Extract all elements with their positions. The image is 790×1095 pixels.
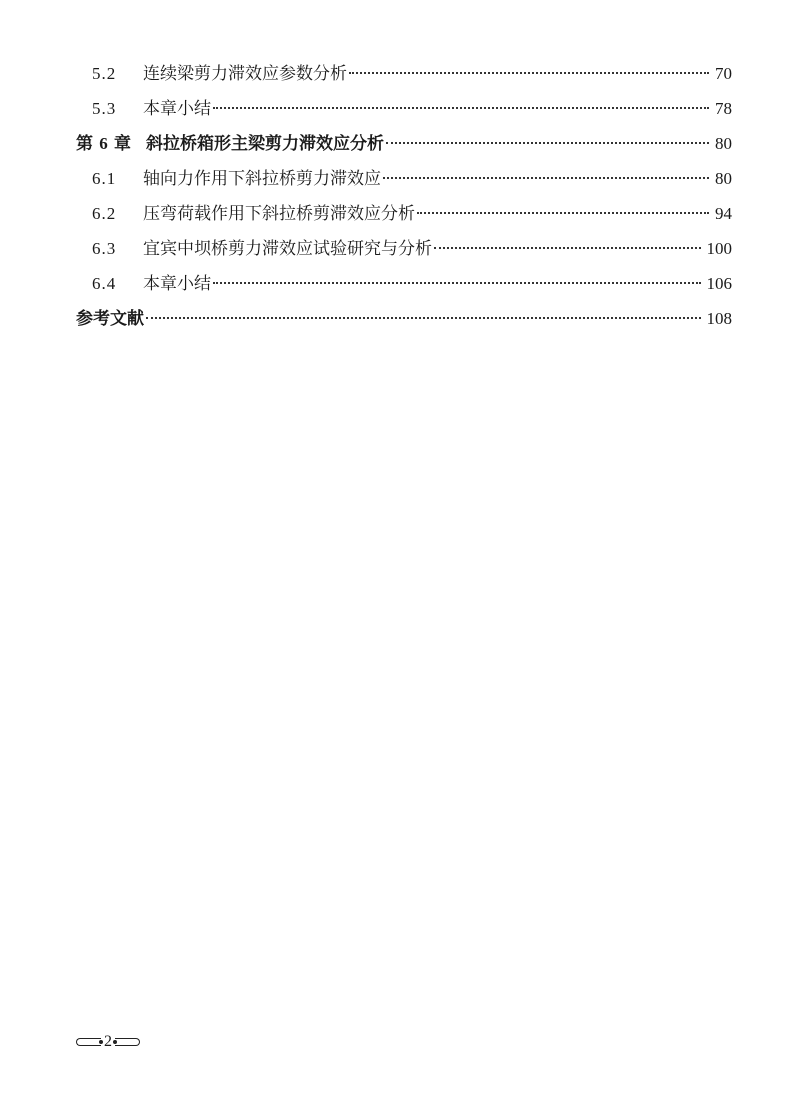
toc-chapter-entry[interactable] (76, 126, 732, 161)
toc-entry[interactable] (76, 56, 732, 91)
page-footer (76, 1033, 140, 1051)
toc-entry[interactable] (76, 231, 732, 266)
dot-leader (213, 107, 709, 109)
dot-leader (383, 177, 709, 179)
scroll-ornament-right-icon (115, 1038, 140, 1046)
toc-entry-page: 94 (715, 204, 732, 223)
toc-entry-number: 6.3 (92, 239, 117, 258)
toc-references-title: 参考文献 (76, 309, 144, 329)
toc-entry-title: 宜宾中坝桥剪力滞效应试验研究与分析 (143, 239, 432, 259)
dot-leader (434, 247, 701, 249)
dot-leader (417, 212, 709, 214)
toc-entry-title: 压弯荷载作用下斜拉桥剪滞效应分析 (143, 204, 415, 224)
toc-entry[interactable] (76, 266, 732, 301)
dot-leader (349, 72, 709, 74)
toc-entry-number: 6.2 (92, 204, 117, 223)
toc-entry-number: 6.1 (92, 169, 117, 188)
toc-entry-title: 本章小结 (143, 99, 211, 119)
toc-entry-title: 本章小结 (143, 274, 211, 294)
toc-references-entry[interactable] (76, 301, 732, 336)
toc-entry-page: 108 (706, 309, 732, 328)
toc-entry[interactable] (76, 91, 732, 126)
toc-entry-page: 80 (715, 134, 732, 153)
toc-entry-number: 6.4 (92, 274, 117, 293)
scroll-ornament-left-icon (76, 1038, 101, 1046)
toc-entry-number: 5.3 (92, 99, 117, 118)
page-number: 2 (104, 1033, 112, 1050)
toc-entry-page: 80 (715, 169, 732, 188)
dot-leader (146, 317, 701, 319)
toc-entry-page: 70 (715, 64, 732, 83)
toc-entry-page: 100 (706, 239, 732, 258)
dot-leader (386, 142, 709, 144)
toc-entry-number: 5.2 (92, 64, 117, 83)
toc-entry-page: 78 (715, 99, 732, 118)
toc-entry-page: 106 (706, 274, 732, 293)
toc-entry[interactable] (76, 161, 732, 196)
dot-leader (213, 282, 701, 284)
toc-chapter-number: 第 6 章 (76, 134, 132, 153)
toc-entry-title: 轴向力作用下斜拉桥剪力滞效应 (143, 169, 381, 189)
toc-entry[interactable] (76, 196, 732, 231)
toc-chapter-title: 斜拉桥箱形主梁剪力滞效应分析 (146, 134, 384, 154)
table-of-contents (76, 56, 732, 336)
toc-entry-title: 连续梁剪力滞效应参数分析 (143, 64, 347, 84)
